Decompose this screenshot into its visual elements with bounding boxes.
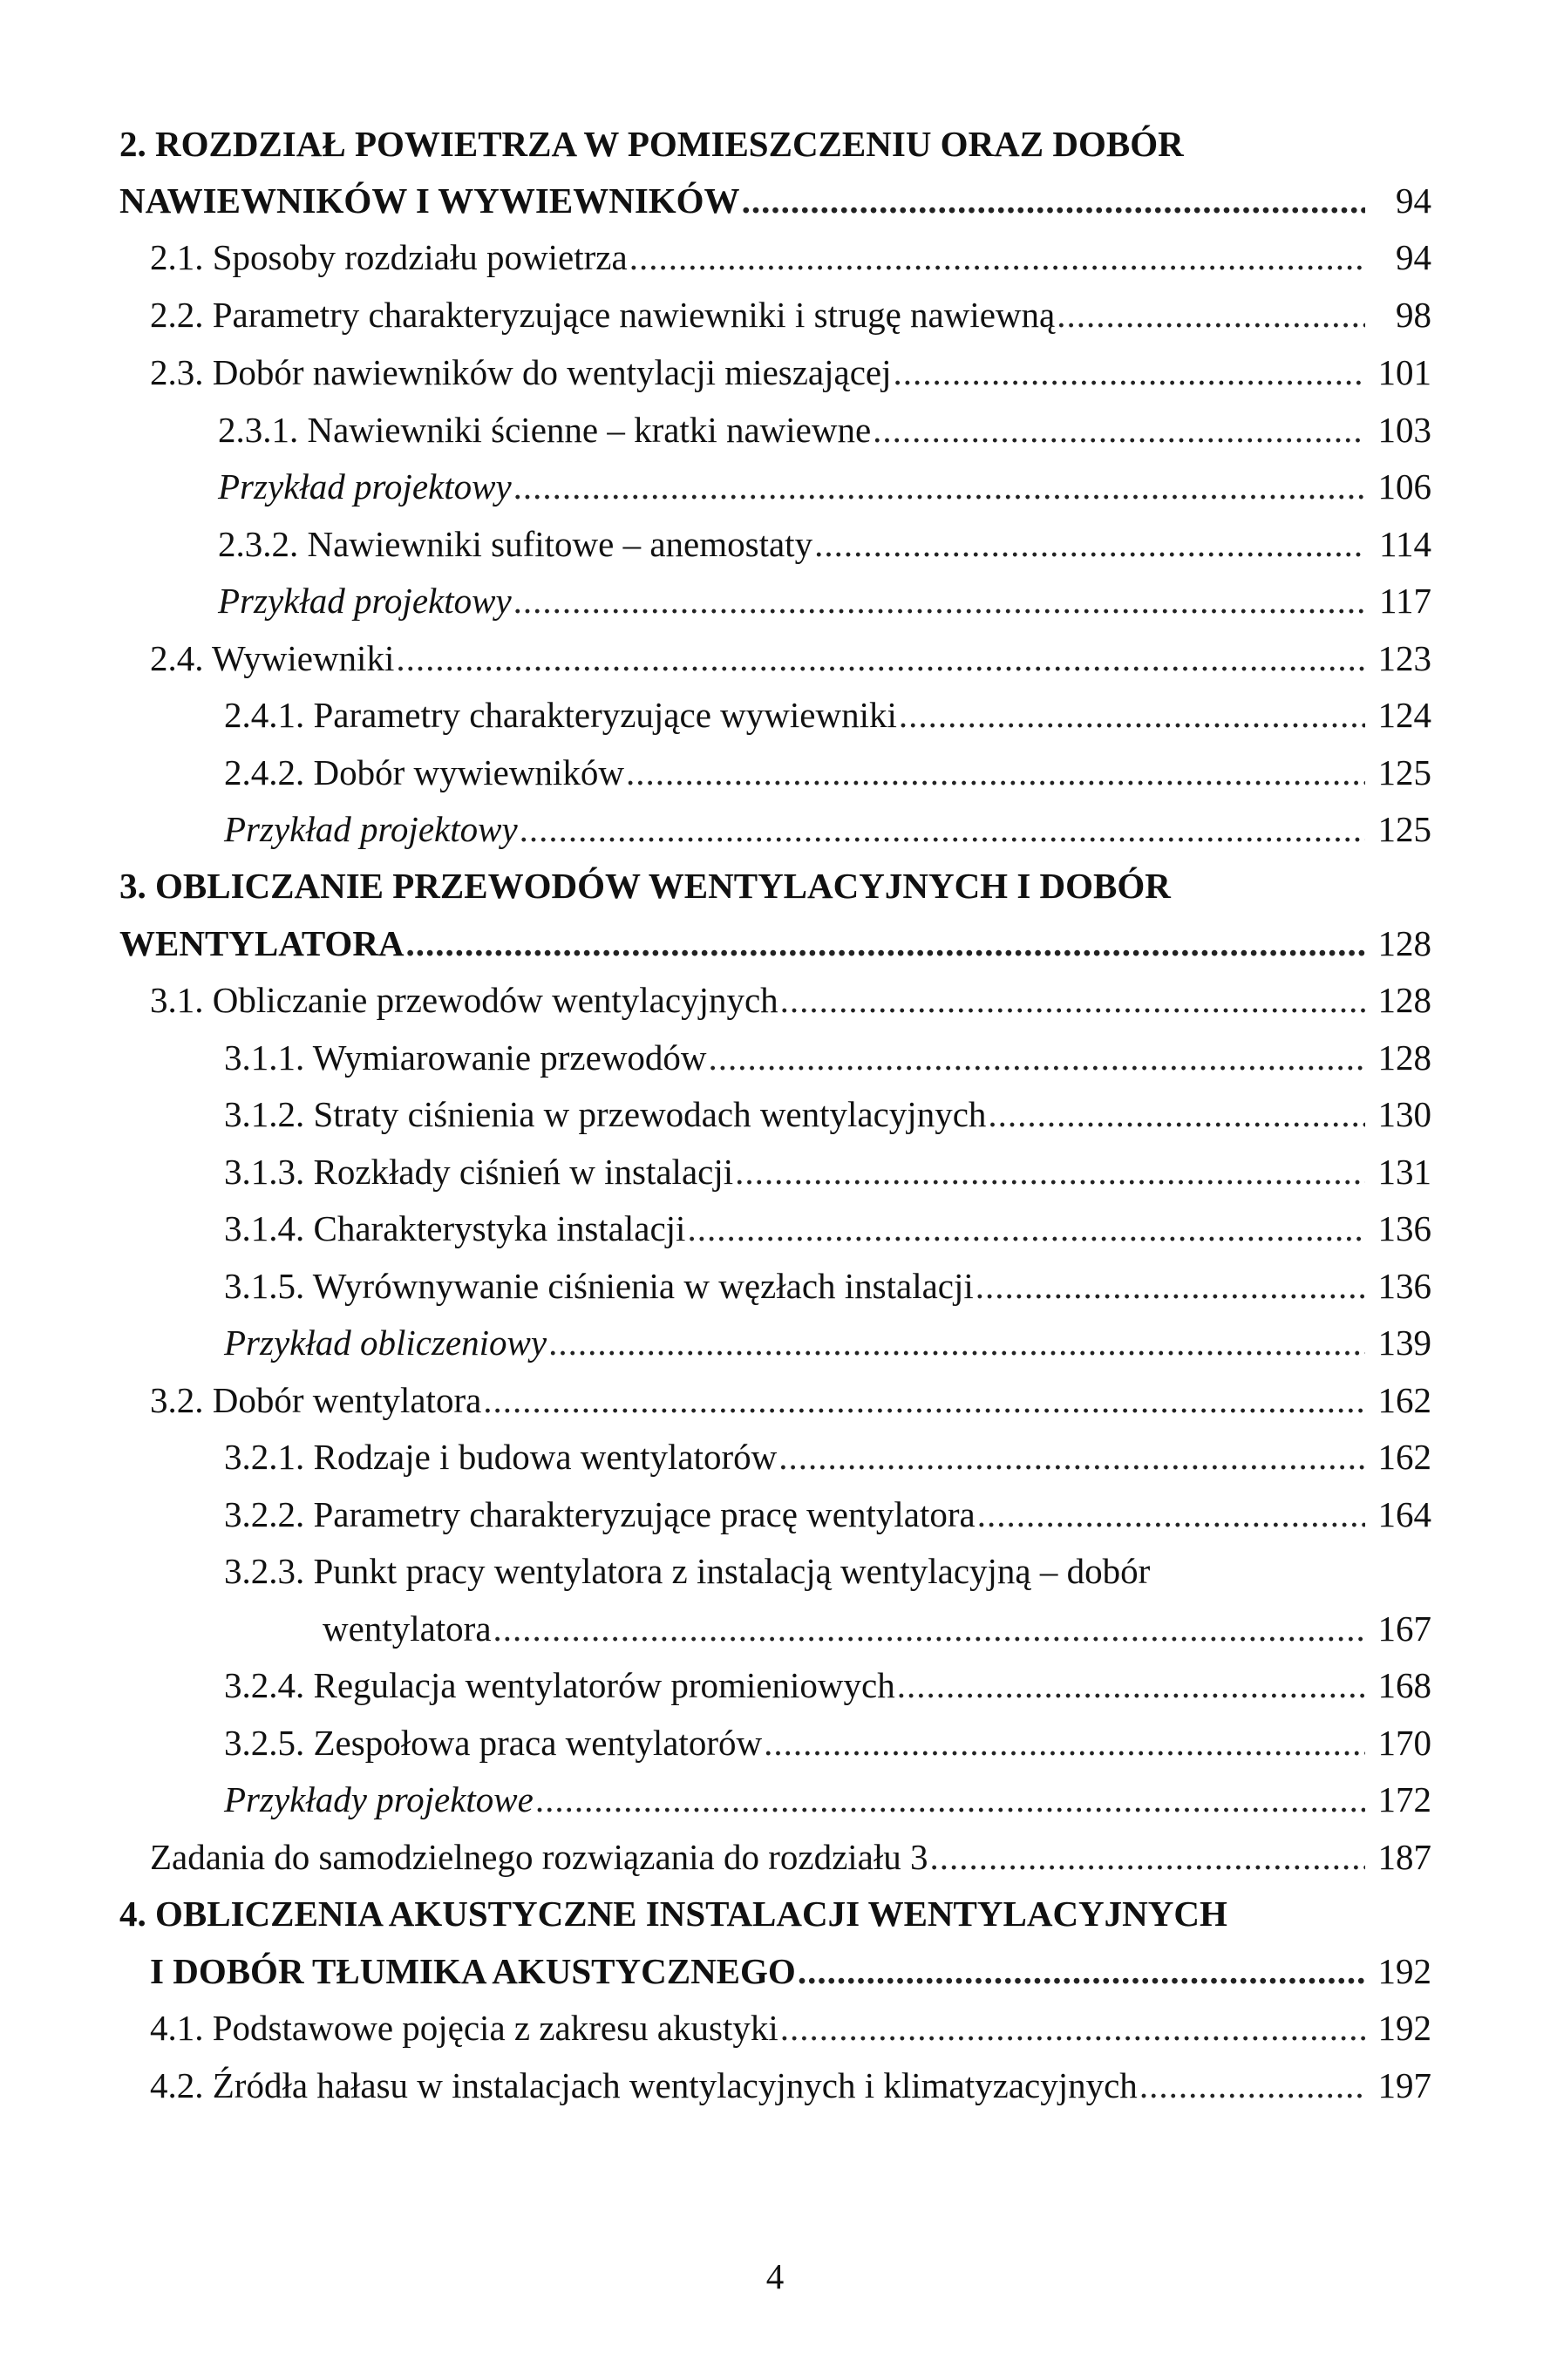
toc-entry-text: 2.2. Parametry charakteryzujące nawiewniki i strugę nawiewną	[150, 295, 1056, 335]
leader-dots	[626, 751, 1365, 794]
toc-entry-3-2-3-line1[interactable]: 3.2.3. Punkt pracy wentylatora z instalacją wentylacyjną – dobór	[224, 1551, 1151, 1591]
toc-entry-page: 123	[1377, 638, 1431, 678]
toc-entry-3-1-3[interactable]	[224, 1150, 1431, 1193]
toc-entry-page: 128	[1377, 980, 1431, 1020]
leader-dots	[894, 350, 1366, 394]
toc-entry-2-4-2[interactable]	[224, 751, 1431, 794]
toc-entry-text: Przykład obliczeniowy	[224, 1323, 547, 1363]
toc-entry-3-2-5[interactable]	[224, 1721, 1431, 1765]
toc-entry-2-4[interactable]	[150, 636, 1431, 680]
toc-entry-example-2[interactable]	[218, 579, 1431, 622]
toc-entry-3-2-1[interactable]	[224, 1435, 1431, 1479]
toc-entry-text: I DOBÓR TŁUMIKA AKUSTYCZNEGO	[150, 1951, 796, 1991]
toc-entry-page: 128	[1377, 1037, 1431, 1078]
toc-entry-page: 114	[1379, 524, 1431, 564]
toc-entry-2-2[interactable]	[150, 293, 1431, 337]
leader-dots	[899, 693, 1365, 737]
toc-entry-2-3[interactable]	[150, 350, 1431, 394]
leader-dots	[535, 1778, 1365, 1821]
toc-entry-page: 124	[1377, 695, 1431, 735]
toc-entry-page: 192	[1377, 2008, 1431, 2048]
toc-entry-page: 94	[1396, 180, 1431, 221]
toc-entry-4-2[interactable]	[150, 2064, 1431, 2107]
page-number: 4	[765, 2256, 785, 2296]
toc-entry-text: 3.2.4. Regulacja wentylatorów promieniowych	[224, 1665, 895, 1705]
toc-entry-page: 172	[1377, 1779, 1431, 1819]
leader-dots	[1057, 293, 1365, 337]
toc-entry-text: 2.1. Sposoby rozdziału powietrza	[150, 237, 628, 277]
toc-entry-text: 3.2. Dobór wentylatora	[150, 1380, 482, 1420]
toc-entry-text: 3.1.1. Wymiarowanie przewodów	[224, 1037, 707, 1078]
leader-dots	[483, 1378, 1365, 1422]
toc-entry-text: WENTYLATORA	[119, 923, 404, 963]
toc-entry-text: 2.4. Wywiewniki	[150, 638, 395, 678]
toc-entry-2-1[interactable]	[150, 235, 1431, 279]
leader-dots	[548, 1321, 1365, 1364]
toc-entry-text: 3.1.3. Rozkłady ciśnień w instalacji	[224, 1152, 734, 1192]
leader-dots	[406, 921, 1365, 965]
toc-entry-example-4[interactable]	[224, 1321, 1431, 1364]
toc-entry-text: wentylatora	[323, 1608, 492, 1649]
leader-dots	[709, 1036, 1365, 1079]
toc-entry-text: 2.3.1. Nawiewniki ścienne – kratki nawiewne	[218, 410, 872, 450]
toc-entry-text: 2.3. Dobór nawiewników do wentylacji mieszającej	[150, 352, 892, 392]
toc-entry-3-2-2[interactable]	[224, 1493, 1431, 1536]
leader-dots	[1139, 2064, 1365, 2107]
chapter-3-title-line2[interactable]	[119, 921, 1431, 965]
toc-entry-page: 139	[1377, 1323, 1431, 1363]
toc-entry-3-1-2[interactable]	[224, 1092, 1431, 1136]
chapter-2-title-line2[interactable]	[119, 179, 1431, 222]
toc-entry-text: Przykład projektowy	[224, 809, 518, 849]
toc-entry-2-4-1[interactable]	[224, 693, 1431, 737]
leader-dots	[735, 1150, 1365, 1193]
toc-entry-text: 3.1. Obliczanie przewodów wentylacyjnych	[150, 980, 778, 1020]
toc-entry-text: NAWIEWNIKÓW I WYWIEWNIKÓW	[119, 180, 740, 221]
leader-dots	[520, 807, 1365, 851]
leader-dots	[873, 408, 1365, 452]
toc-entry-text: 4.1. Podstawowe pojęcia z zakresu akustyki	[150, 2008, 778, 2048]
toc-entry-page: 162	[1377, 1380, 1431, 1420]
toc-entry-text: Przykład projektowy	[218, 581, 512, 621]
toc-entry-example-1[interactable]	[218, 465, 1431, 508]
toc-entry-text: 4.2. Źródła hałasu w instalacjach wentylacyjnych i klimatyzacyjnych	[150, 2065, 1138, 2105]
leader-dots	[798, 1949, 1365, 1993]
leader-dots	[513, 579, 1365, 622]
toc-entry-page: 103	[1377, 410, 1431, 450]
toc-entry-page: 192	[1377, 1951, 1431, 1991]
leader-dots	[977, 1493, 1365, 1536]
toc-entry-4-1[interactable]	[150, 2006, 1431, 2050]
toc-entry-text: 3.2.5. Zespołowa praca wentylatorów	[224, 1723, 763, 1763]
leader-dots	[778, 1435, 1365, 1479]
toc-entry-page: 170	[1377, 1723, 1431, 1763]
toc-entry-page: 106	[1377, 466, 1431, 507]
toc-entry-page: 136	[1377, 1208, 1431, 1248]
chapter-4-title-line1: 4. OBLICZENIA AKUSTYCZNE INSTALACJI WENTYLACYJNYCH	[119, 1894, 1227, 1934]
toc-entry-3-1-4[interactable]	[224, 1207, 1431, 1250]
toc-entry-text: Zadania do samodzielnego rozwiązania do rozdziału 3	[150, 1837, 928, 1877]
toc-entry-page: 136	[1377, 1266, 1431, 1306]
toc-entry-page: 162	[1377, 1437, 1431, 1477]
toc-entry-3-1[interactable]	[150, 978, 1431, 1022]
toc-entry-text: Przykład projektowy	[218, 466, 512, 507]
toc-entry-examples[interactable]	[224, 1778, 1431, 1821]
chapter-4-title-line2[interactable]	[150, 1949, 1431, 1993]
leader-dots	[764, 1721, 1365, 1765]
toc-entry-3-2-3-line2[interactable]	[323, 1607, 1431, 1650]
toc-entry-3-2[interactable]	[150, 1378, 1431, 1422]
leader-dots	[493, 1607, 1365, 1650]
toc-entry-3-1-5[interactable]	[224, 1264, 1431, 1308]
toc-entry-2-3-2[interactable]	[218, 522, 1431, 566]
toc-entry-page: 130	[1377, 1094, 1431, 1134]
leader-dots	[742, 179, 1365, 222]
toc-entry-page: 117	[1379, 581, 1431, 621]
toc-entry-text: 3.1.5. Wyrównywanie ciśnienia w węzłach instalacji	[224, 1266, 974, 1306]
leader-dots	[976, 1264, 1365, 1308]
toc-entry-page: 131	[1377, 1152, 1431, 1192]
toc-entry-page: 187	[1377, 1837, 1431, 1877]
leader-dots	[814, 522, 1365, 566]
leader-dots	[988, 1092, 1365, 1136]
toc-entry-page: 128	[1377, 923, 1431, 963]
chapter-3-title-line1: 3. OBLICZANIE PRZEWODÓW WENTYLACYJNYCH I DOBÓR	[119, 866, 1171, 906]
leader-dots	[930, 1835, 1365, 1879]
toc-entry-text: 3.2.2. Parametry charakteryzujące pracę wentylatora	[224, 1494, 976, 1534]
toc-entry-3-2-4[interactable]	[224, 1663, 1431, 1707]
toc-entry-page: 125	[1377, 809, 1431, 849]
leader-dots	[629, 235, 1365, 279]
toc-entry-3-1-1[interactable]	[224, 1036, 1431, 1079]
toc-entry-text: 3.2.1. Rodzaje i budowa wentylatorów	[224, 1437, 778, 1477]
leader-dots	[780, 978, 1365, 1022]
toc-entry-example-3[interactable]	[224, 807, 1431, 851]
toc-entry-text: Przykłady projektowe	[224, 1779, 534, 1819]
leader-dots	[780, 2006, 1365, 2050]
chapter-2-title-line1: 2. ROZDZIAŁ POWIETRZA W POMIESZCZENIU ORAZ DOBÓR	[119, 124, 1184, 164]
toc-entry-page: 101	[1377, 352, 1431, 392]
toc-entry-text: 2.4.1. Parametry charakteryzujące wywiewniki	[224, 695, 897, 735]
leader-dots	[513, 465, 1365, 508]
toc-entry-text: 2.3.2. Nawiewniki sufitowe – anemostaty	[218, 524, 813, 564]
toc-entry-text: 3.1.4. Charakterystyka instalacji	[224, 1208, 686, 1248]
toc-entry-page: 167	[1377, 1608, 1431, 1649]
toc-entry-page: 168	[1377, 1665, 1431, 1705]
toc-entry-text: 3.1.2. Straty ciśnienia w przewodach wentylacyjnych	[224, 1094, 987, 1134]
toc-entry-page: 98	[1396, 295, 1431, 335]
toc-entry-2-3-1[interactable]	[218, 408, 1431, 452]
leader-dots	[897, 1663, 1365, 1707]
toc-entry-page: 164	[1377, 1494, 1431, 1534]
toc-entry-text: 2.4.2. Dobór wywiewników	[224, 752, 624, 792]
toc-entry-page: 197	[1377, 2065, 1431, 2105]
leader-dots	[687, 1207, 1365, 1250]
toc-entry-page: 125	[1377, 752, 1431, 792]
leader-dots	[396, 636, 1365, 680]
toc-entry-page: 94	[1396, 237, 1431, 277]
toc-entry-exercises[interactable]	[150, 1835, 1431, 1879]
